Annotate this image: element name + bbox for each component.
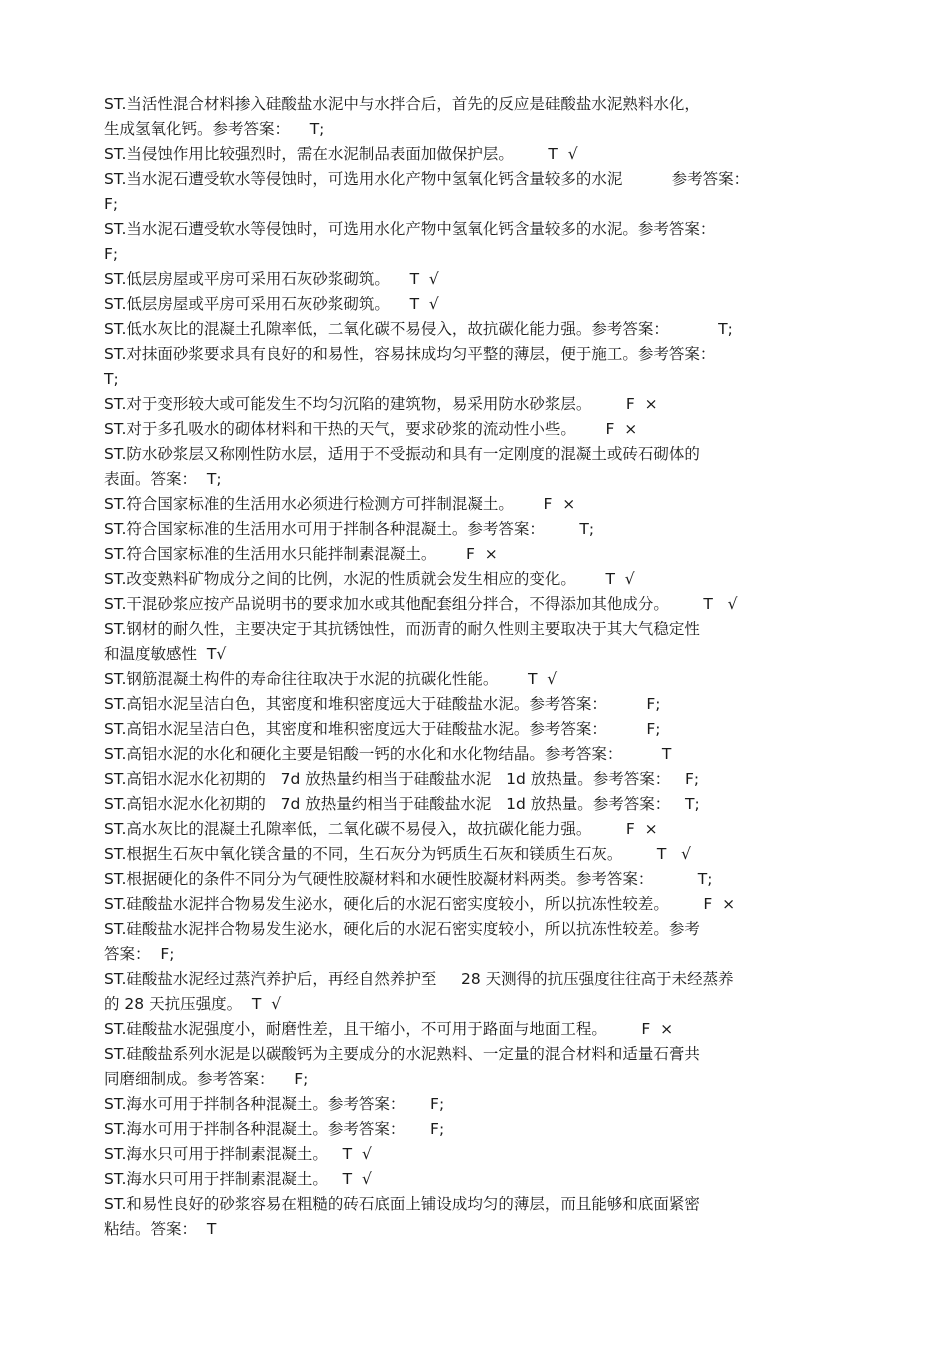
text-line: ST.当水泥石遭受软水等侵蚀时，可选用水化产物中氢氧化钙含量较多的水泥。参考答案： <box>104 220 716 238</box>
text-line: ST.当水泥石遭受软水等侵蚀时，可选用水化产物中氢氧化钙含量较多的水泥 参考答案： <box>104 170 750 188</box>
text-line: 粘结。答案： T <box>104 1220 217 1238</box>
text-line: ST.对于多孔吸水的砌体材料和干热的天气，要求砂浆的流动性小些。 F × <box>104 420 638 438</box>
text-line: ST.干混砂浆应按产品说明书的要求加水或其他配套组分拌合，不得添加其他成分。 T √ <box>104 595 738 613</box>
text-line: ST.高铝水泥呈洁白色，其密度和堆积密度远大于硅酸盐水泥。参考答案： F; <box>104 695 661 713</box>
text-line: T; <box>104 370 119 388</box>
text-line: 生成氢氧化钙。参考答案： T; <box>104 120 325 138</box>
text-line: 答案： F; <box>104 945 175 963</box>
question-list <box>104 92 884 1242</box>
text-line: ST.海水可用于拌制各种混凝土。参考答案： F; <box>104 1120 445 1138</box>
text-line: ST.防水砂浆层又称刚性防水层，适用于不受振动和具有一定刚度的混凝土或砖石砌体的 <box>104 445 700 463</box>
text-line: F; <box>104 195 119 213</box>
text-line: F; <box>104 245 119 263</box>
text-line: ST.海水只可用于拌制素混凝土。 T √ <box>104 1145 372 1163</box>
text-line: ST.海水只可用于拌制素混凝土。 T √ <box>104 1170 372 1188</box>
text-line: ST.高铝水泥呈洁白色，其密度和堆积密度远大于硅酸盐水泥。参考答案： F; <box>104 720 661 738</box>
text-line: ST.高水灰比的混凝土孔隙率低，二氧化碳不易侵入，故抗碳化能力强。 F × <box>104 820 658 838</box>
text-line: ST.根据生石灰中氧化镁含量的不同，生石灰分为钙质生石灰和镁质生石灰。 T √ <box>104 845 692 863</box>
text-line: ST.硅酸盐系列水泥是以碳酸钙为主要成分的水泥熟料、一定量的混合材料和适量石膏共 <box>104 1045 700 1063</box>
text-line: ST.当侵蚀作用比较强烈时，需在水泥制品表面加做保护层。 T √ <box>104 145 578 163</box>
text-line: ST.硅酸盐水泥强度小，耐磨性差，且干缩小，不可用于路面与地面工程。 F × <box>104 1020 674 1038</box>
text-line: ST.海水可用于拌制各种混凝土。参考答案： F; <box>104 1095 445 1113</box>
text-line: ST.符合国家标准的生活用水可用于拌制各种混凝土。参考答案： T; <box>104 520 595 538</box>
text-line: 的 28 天抗压强度。 T √ <box>104 995 282 1013</box>
text-line: ST.当活性混合材料掺入硅酸盐水泥中与水拌合后，首先的反应是硅酸盐水泥熟料水化， <box>104 95 700 113</box>
text-line: ST.符合国家标准的生活用水必须进行检测方可拌制混凝土。 F × <box>104 495 576 513</box>
text-line: ST.钢材的耐久性，主要决定于其抗锈蚀性，而沥青的耐久性则主要取决于其大气稳定性 <box>104 620 700 638</box>
text-line: ST.符合国家标准的生活用水只能拌制素混凝土。 F × <box>104 545 498 563</box>
text-line: ST.和易性良好的砂浆容易在粗糙的砖石底面上铺设成均匀的薄层，而且能够和底面紧密 <box>104 1195 700 1213</box>
text-line: ST.低水灰比的混凝土孔隙率低，二氧化碳不易侵入，故抗碳化能力强。参考答案： T; <box>104 320 733 338</box>
text-line: ST.低层房屋或平房可采用石灰砂浆砌筑。 T √ <box>104 270 439 288</box>
text-line: ST.对抹面砂浆要求具有良好的和易性，容易抹成均匀平整的薄层，便于施工。参考答案： <box>104 345 716 363</box>
text-line: ST.对于变形较大或可能发生不均匀沉陷的建筑物，易采用防水砂浆层。 F × <box>104 395 658 413</box>
text-line: 表面。答案： T; <box>104 470 222 488</box>
text-line: ST.改变熟料矿物成分之间的比例，水泥的性质就会发生相应的变化。 T √ <box>104 570 635 588</box>
text-line: ST.硅酸盐水泥拌合物易发生泌水，硬化后的水泥石密实度较小，所以抗冻性较差。 F × <box>104 895 736 913</box>
text-line: ST.钢筋混凝土构件的寿命往往取决于水泥的抗碳化性能。 T √ <box>104 670 558 688</box>
text-line: ST.硅酸盐水泥拌合物易发生泌水，硬化后的水泥石密实度较小，所以抗冻性较差。参考 <box>104 920 700 938</box>
text-line: ST.根据硬化的条件不同分为气硬性胶凝材料和水硬性胶凝材料两类。参考答案： T; <box>104 870 713 888</box>
text-line: ST.高铝水泥水化初期的 7d 放热量约相当于硅酸盐水泥 1d 放热量。参考答案： T; <box>104 795 700 813</box>
text-line: 和温度敏感性 T√ <box>104 645 227 663</box>
text-line: ST.高铝水泥水化初期的 7d 放热量约相当于硅酸盐水泥 1d 放热量。参考答案： F; <box>104 770 700 788</box>
text-line: ST.高铝水泥的水化和硬化主要是铝酸一钙的水化和水化物结晶。参考答案： T <box>104 745 672 763</box>
text-line: ST.低层房屋或平房可采用石灰砂浆砌筑。 T √ <box>104 295 439 313</box>
text-line: ST.硅酸盐水泥经过蒸汽养护后，再经自然养护至 28 天测得的抗压强度往往高于未经蒸养 <box>104 970 734 988</box>
text-line: 同磨细制成。参考答案： F; <box>104 1070 309 1088</box>
